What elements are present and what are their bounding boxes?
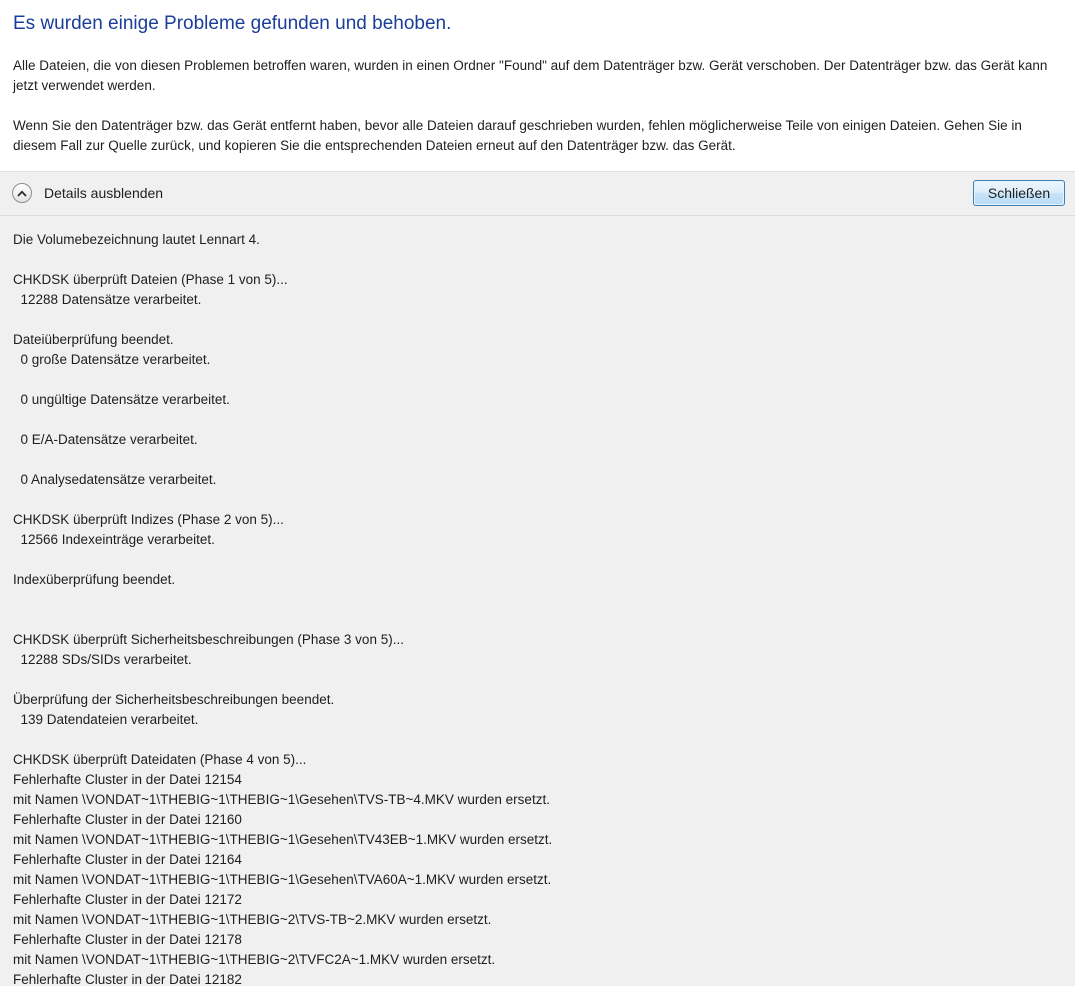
details-panel (0, 216, 1075, 986)
summary-paragraph-missing-parts: Wenn Sie den Datenträger bzw. das Gerät entfernt haben, bevor alle Dateien darauf geschrieben wurden, fehlen möglicherweise Teile von einigen Dateien. Gehen Sie in diesem Fall zur Quelle zurück, und kopieren Sie die entsprechenden Dateien erneut auf den Datenträger bzw. das Gerät. (13, 118, 1022, 153)
log-line (13, 310, 1068, 330)
log-line: Fehlerhafte Cluster in der Datei 12164 (13, 852, 242, 867)
log-line: Fehlerhafte Cluster in der Datei 12182 (13, 972, 242, 986)
details-toggle-label[interactable]: Details ausblenden (44, 185, 164, 201)
log-line: 12566 Indexeinträge verarbeitet. (13, 532, 215, 547)
log-line (13, 490, 1068, 510)
log-line: Fehlerhafte Cluster in der Datei 12172 (13, 892, 242, 907)
log-line: Dateiüberprüfung beendet. (13, 332, 174, 347)
log-line: Fehlerhafte Cluster in der Datei 12154 (13, 772, 242, 787)
details-toggle[interactable] (12, 182, 163, 204)
log-line: mit Namen \VONDAT~1\THEBIG~1\THEBIG~2\TVFC2A~1.MKV wurden ersetzt. (13, 952, 496, 967)
log-line: mit Namen \VONDAT~1\THEBIG~1\THEBIG~1\Gesehen\TVA60A~1.MKV wurden ersetzt. (13, 872, 552, 887)
log-line: Indexüberprüfung beendet. (13, 572, 176, 587)
log-line: 0 ungültige Datensätze verarbeitet. (13, 392, 230, 407)
log-line: Die Volumebezeichnung lautet Lennart 4. (13, 232, 260, 247)
log-line: 0 Analysedatensätze verarbeitet. (13, 472, 217, 487)
chkdsk-log (13, 230, 1068, 986)
log-line: CHKDSK überprüft Dateien (Phase 1 von 5)... (13, 272, 288, 287)
log-line: CHKDSK überprüft Sicherheitsbeschreibungen (Phase 3 von 5)... (13, 632, 404, 647)
log-line: CHKDSK überprüft Indizes (Phase 2 von 5)... (13, 512, 284, 527)
log-line (13, 450, 1068, 470)
log-line: CHKDSK überprüft Dateidaten (Phase 4 von 5)... (13, 752, 307, 767)
log-line: 12288 SDs/SIDs verarbeitet. (13, 652, 192, 667)
chevron-up-icon[interactable] (12, 183, 32, 203)
log-line: 0 große Datensätze verarbeitet. (13, 352, 211, 367)
log-line: Fehlerhafte Cluster in der Datei 12160 (13, 812, 242, 827)
log-line (13, 410, 1068, 430)
details-toolbar (0, 171, 1075, 216)
main-instruction: Es wurden einige Probleme gefunden und behoben. (13, 13, 452, 34)
log-line: 139 Datendateien verarbeitet. (13, 712, 199, 727)
log-line: Überprüfung der Sicherheitsbeschreibungen beendet. (13, 692, 335, 707)
log-line (13, 250, 1068, 270)
log-line: 0 E/A-Datensätze verarbeitet. (13, 432, 198, 447)
log-line (13, 730, 1068, 750)
log-line: mit Namen \VONDAT~1\THEBIG~1\THEBIG~1\Gesehen\TV43EB~1.MKV wurden ersetzt. (13, 832, 553, 847)
summary-panel (0, 0, 1075, 171)
log-line (13, 670, 1068, 690)
log-line: mit Namen \VONDAT~1\THEBIG~1\THEBIG~2\TVS-TB~2.MKV wurden ersetzt. (13, 912, 492, 927)
summary-paragraph-found: Alle Dateien, die von diesen Problemen betroffen waren, wurden in einen Ordner "Found" auf dem Datenträger bzw. Gerät verschoben. Der Datenträger bzw. das Gerät kann jetzt verwendet werden. (13, 58, 1048, 93)
log-line (13, 590, 1068, 610)
log-line: mit Namen \VONDAT~1\THEBIG~1\THEBIG~1\Gesehen\TVS-TB~4.MKV wurden ersetzt. (13, 792, 550, 807)
close-button[interactable]: Schließen (973, 180, 1065, 206)
log-line (13, 370, 1068, 390)
log-line: 12288 Datensätze verarbeitet. (13, 292, 202, 307)
log-line: Fehlerhafte Cluster in der Datei 12178 (13, 932, 242, 947)
log-line (13, 610, 1068, 630)
log-line (13, 550, 1068, 570)
